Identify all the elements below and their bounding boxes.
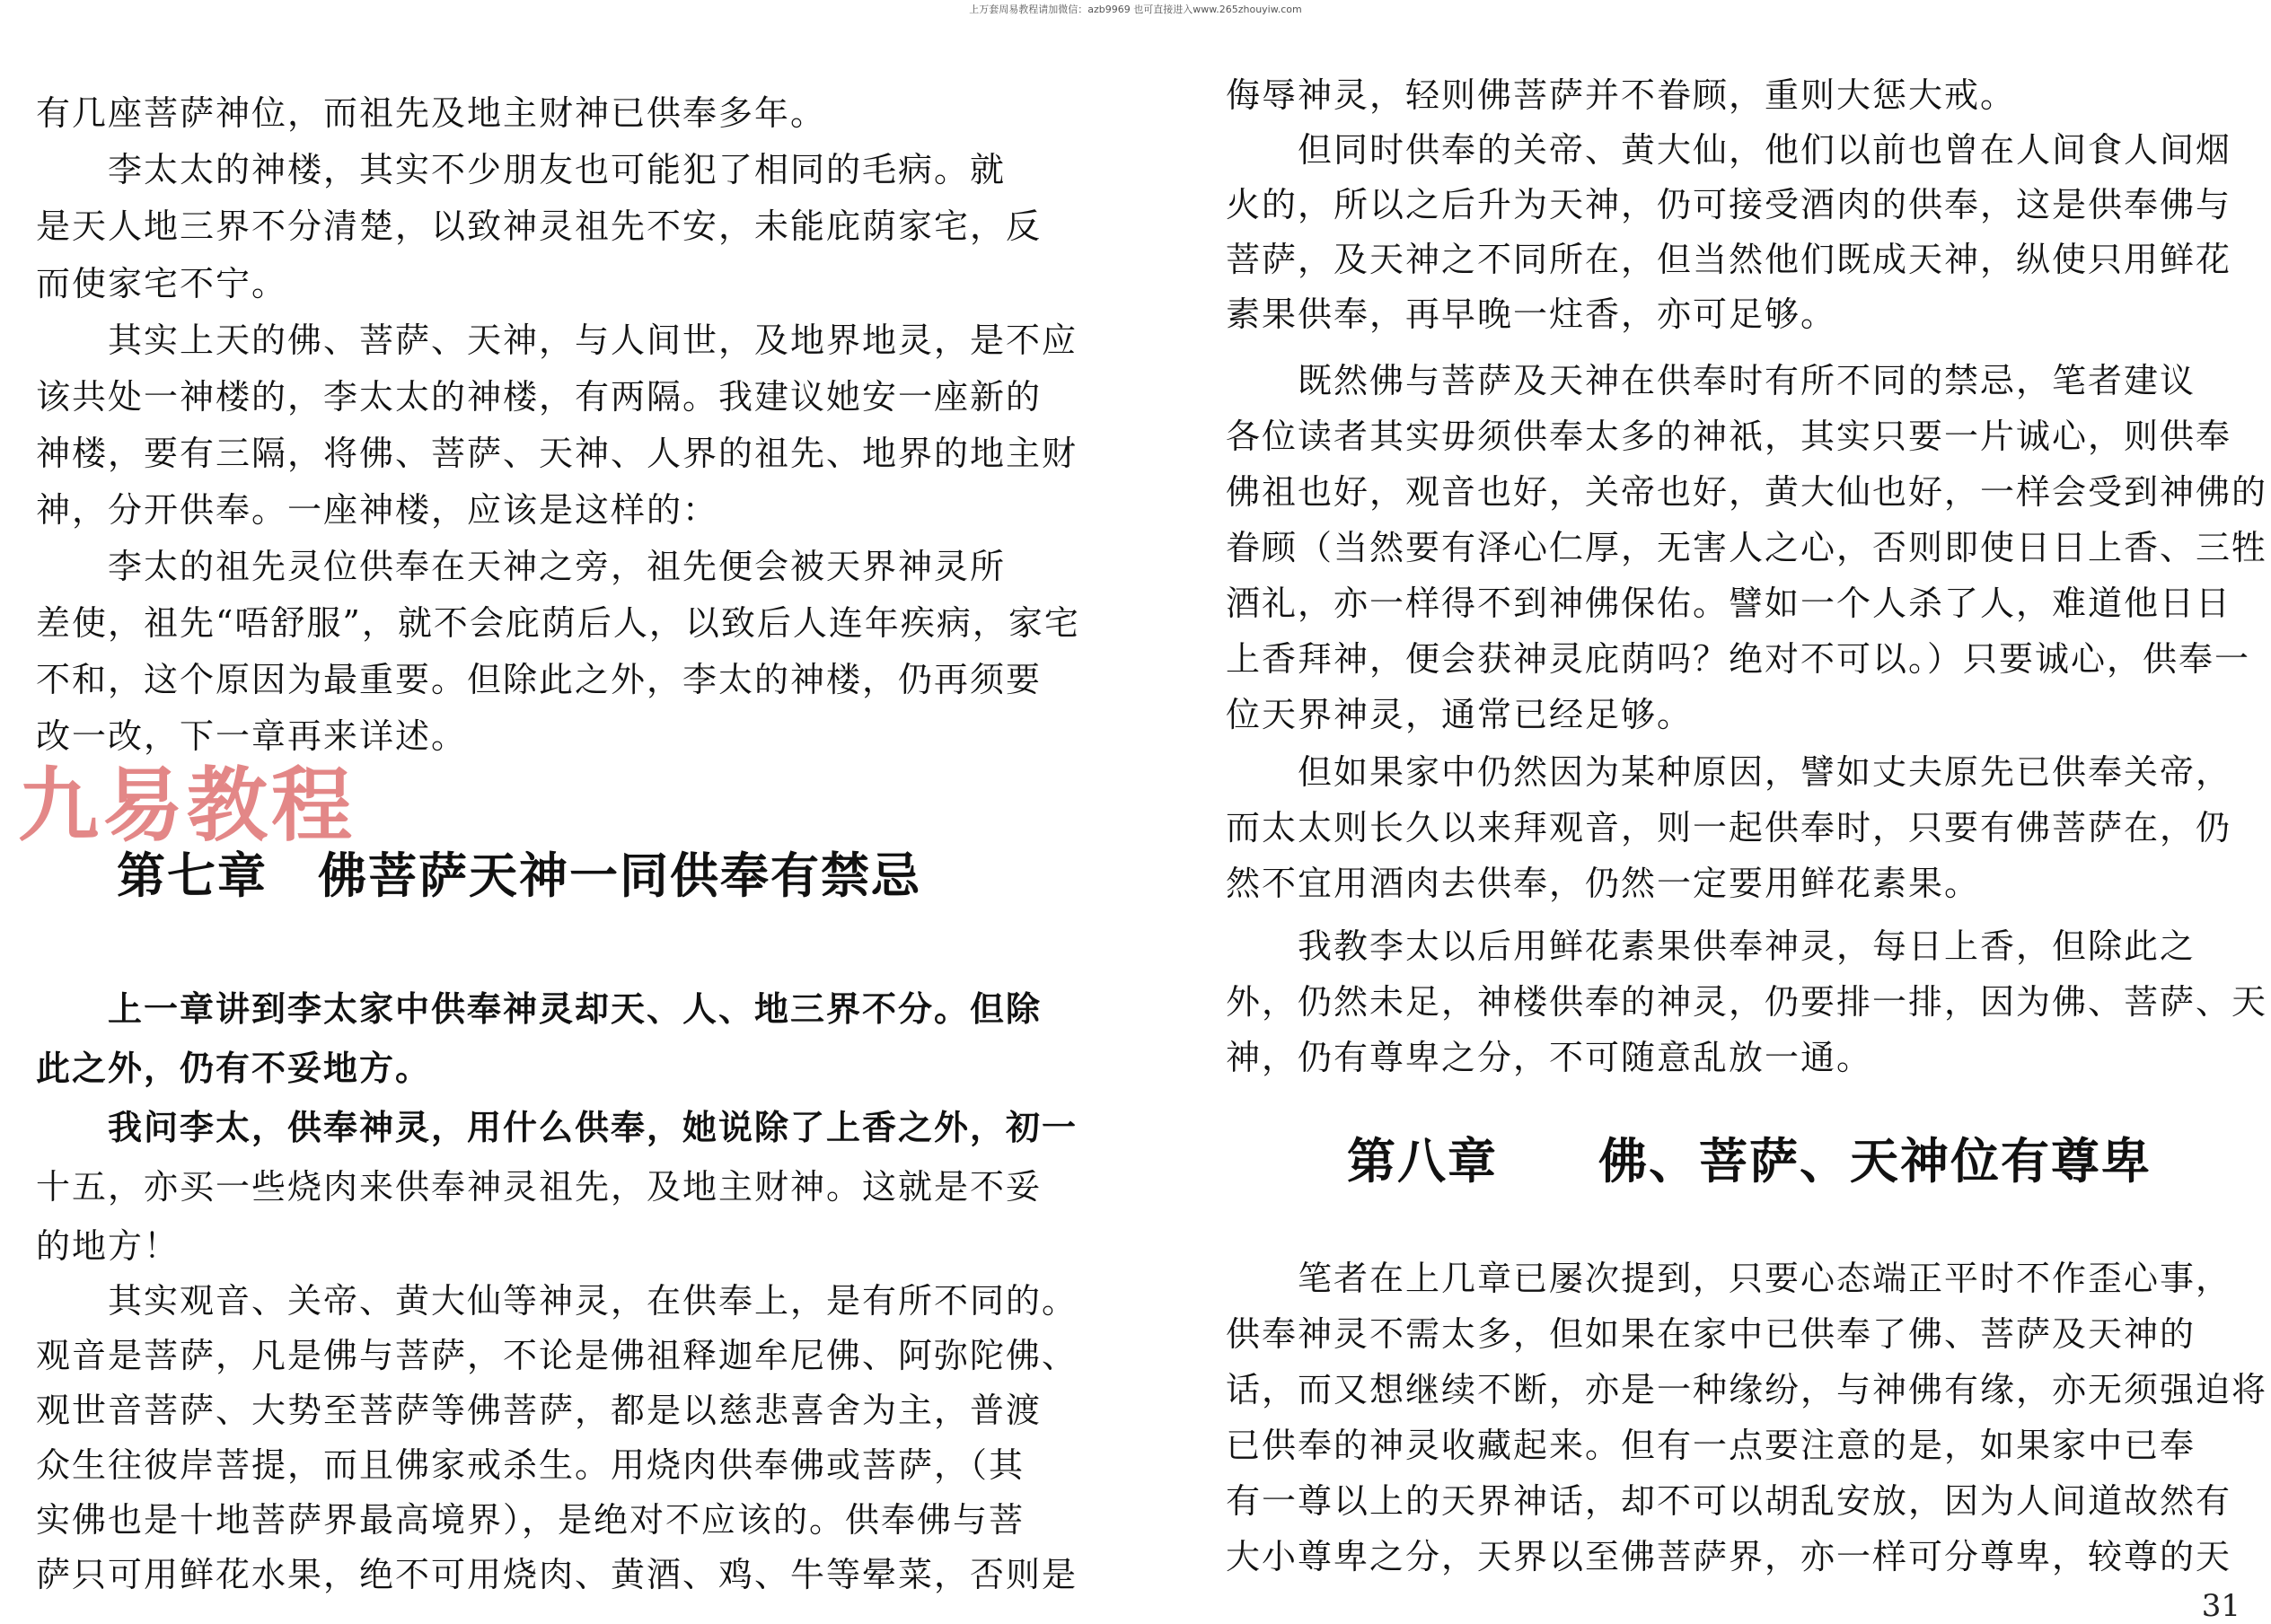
text-line: 但同时供奉的关帝、黄大仙，他们以前也曾在人间食人间烟 <box>1226 130 2232 170</box>
text-line: 而太太则长久以来拜观音，则一起供奉时，只要有佛菩萨在，仍 <box>1226 808 2232 847</box>
text-line: 众生往彼岸菩提，而且佛家戒杀生。用烧肉供奉佛或菩萨，（其 <box>36 1445 1025 1485</box>
text-line: 既然佛与菩萨及天神在供奉时有所不同的禁忌，笔者建议 <box>1226 361 2196 400</box>
text-line: 其实上天的佛、菩萨、天神，与人间世，及地界地灵，是不应 <box>36 320 1078 360</box>
text-line: 眷顾（当然要有泽心仁厚，无害人之心，否则即使日日上香、三牲 <box>1226 528 2268 567</box>
text-line: 而使家宅不宁。 <box>36 264 288 303</box>
text-line: 此之外，仍有不妥地方。 <box>36 1048 432 1088</box>
text-line: 李太的祖先灵位供奉在天神之旁，祖先便会被天界神灵所 <box>36 547 1007 586</box>
text-line: 神楼，要有三隔，将佛、菩萨、天神、人界的祖先、地界的地主财 <box>36 434 1078 473</box>
text-line: 该共处一神楼的，李太太的神楼，有两隔。我建议她安一座新的 <box>36 377 1043 417</box>
text-line: 火的，所以之后升为天神，仍可接受酒肉的供奉，这是供奉佛与 <box>1226 185 2232 224</box>
text-line: 神，分开供奉。一座神楼，应该是这样的： <box>36 490 719 530</box>
text-line: 外，仍然未足，神楼供奉的神灵，仍要排一排，因为佛、菩萨、天 <box>1226 982 2268 1022</box>
text-line: 供奉神灵不需太多，但如果在家中已供奉了佛、菩萨及天神的 <box>1226 1314 2196 1354</box>
text-line: 素果供奉，再早晚一炷香，亦可足够。 <box>1226 294 1837 334</box>
text-line: 菩萨，及天神之不同所在，但当然他们既成天神，纵使只用鲜花 <box>1226 240 2232 279</box>
text-line: 已供奉的神灵收藏起来。但有一点要注意的是，如果家中已奉 <box>1226 1426 2196 1465</box>
chapter-title: 第八章 佛、菩萨、天神位有尊卑 <box>1347 1133 2152 1189</box>
right-page <box>1226 0 2267 1624</box>
text-line: 改一改，下一章再来详述。 <box>36 716 468 756</box>
text-line: 观音是菩萨，凡是佛与菩萨，不论是佛祖释迦牟尼佛、阿弥陀佛、 <box>36 1336 1078 1375</box>
text-line: 笔者在上几章已屡次提到，只要心态端正平时不作歪心事， <box>1226 1259 2232 1298</box>
text-line: 佛祖也好，观音也好，关帝也好，黄大仙也好，一样会受到神佛的 <box>1226 472 2268 512</box>
page-number: 31 <box>2201 1588 2240 1624</box>
text-line: 大小尊卑之分，天界以至佛菩萨界，亦一样可分尊卑，较尊的天 <box>1226 1537 2232 1576</box>
text-line: 观世音菩萨、大势至菩萨等佛菩萨，都是以慈悲喜舍为主，普渡 <box>36 1391 1043 1430</box>
text-line: 其实观音、关帝、黄大仙等神灵，在供奉上，是有所不同的。 <box>36 1281 1078 1321</box>
text-line: 然不宜用酒肉去供奉，仍然一定要用鲜花素果。 <box>1226 864 1981 903</box>
text-line: 位天界神灵，通常已经足够。 <box>1226 695 1694 734</box>
text-line: 我问李太，供奉神灵，用什么供奉，她说除了上香之外，初一 <box>36 1107 1078 1147</box>
text-line: 酒礼，亦一样得不到神佛保佑。譬如一个人杀了人，难道他日日 <box>1226 584 2232 623</box>
text-line: 但如果家中仍然因为某种原因，譬如丈夫原先已供奉关帝， <box>1226 752 2232 792</box>
text-line: 萨只可用鲜花水果，绝不可用烧肉、黄酒、鸡、牛等晕菜，否则是 <box>36 1555 1078 1594</box>
text-line: 侮辱神灵，轻则佛菩萨并不眷顾，重则大惩大戒。 <box>1226 75 2017 115</box>
chapter-title: 第七章 佛菩萨天神一同供奉有禁忌 <box>117 847 921 904</box>
text-line: 实佛也是十地菩萨界最高境界），是绝对不应该的。供奉佛与菩 <box>36 1500 1025 1540</box>
text-line: 上一章讲到李太家中供奉神灵却天、人、地三界不分。但除 <box>36 988 1043 1029</box>
text-line: 差使，祖先“唔舒服”，就不会庇荫后人，以致后人连年疾病，家宅 <box>36 603 1080 643</box>
text-line: 有一尊以上的天界神话，却不可以胡乱安放，因为人间道故然有 <box>1226 1481 2232 1521</box>
text-line: 上香拜神，便会获神灵庇荫吗？绝对不可以。）只要诚心，供奉一 <box>1226 639 2251 679</box>
text-line: 十五，亦买一些烧肉来供奉神灵祖先，及地主财神。这就是不妥 <box>36 1167 1043 1207</box>
text-line: 不和，这个原因为最重要。但除此之外，李太的神楼，仍再须要 <box>36 660 1043 699</box>
text-line: 的地方！ <box>36 1226 180 1266</box>
text-line: 我教李太以后用鲜花素果供奉神灵，每日上香，但除此之 <box>1226 926 2196 966</box>
text-line: 是天人地三界不分清楚，以致神灵祖先不安，未能庇荫家宅，反 <box>36 206 1043 246</box>
watermark: 九易教程 <box>18 759 356 853</box>
text-line: 各位读者其实毋须供奉太多的神祇，其实只要一片诚心，则供奉 <box>1226 417 2232 456</box>
text-line: 有几座菩萨神位，而祖先及地主财神已供奉多年。 <box>36 93 827 133</box>
text-line: 神，仍有尊卑之分，不可随意乱放一通。 <box>1226 1038 1873 1077</box>
text-line: 话，而又想继续不断，亦是一种缘纷，与神佛有缘，亦无须强迫将 <box>1226 1370 2268 1409</box>
header-note: 上万套周易教程请加微信：azb9969 也可直接进入www.265zhouyiw.com <box>969 4 1302 15</box>
text-line: 李太太的神楼，其实不少朋友也可能犯了相同的毛病。就 <box>36 150 1007 189</box>
